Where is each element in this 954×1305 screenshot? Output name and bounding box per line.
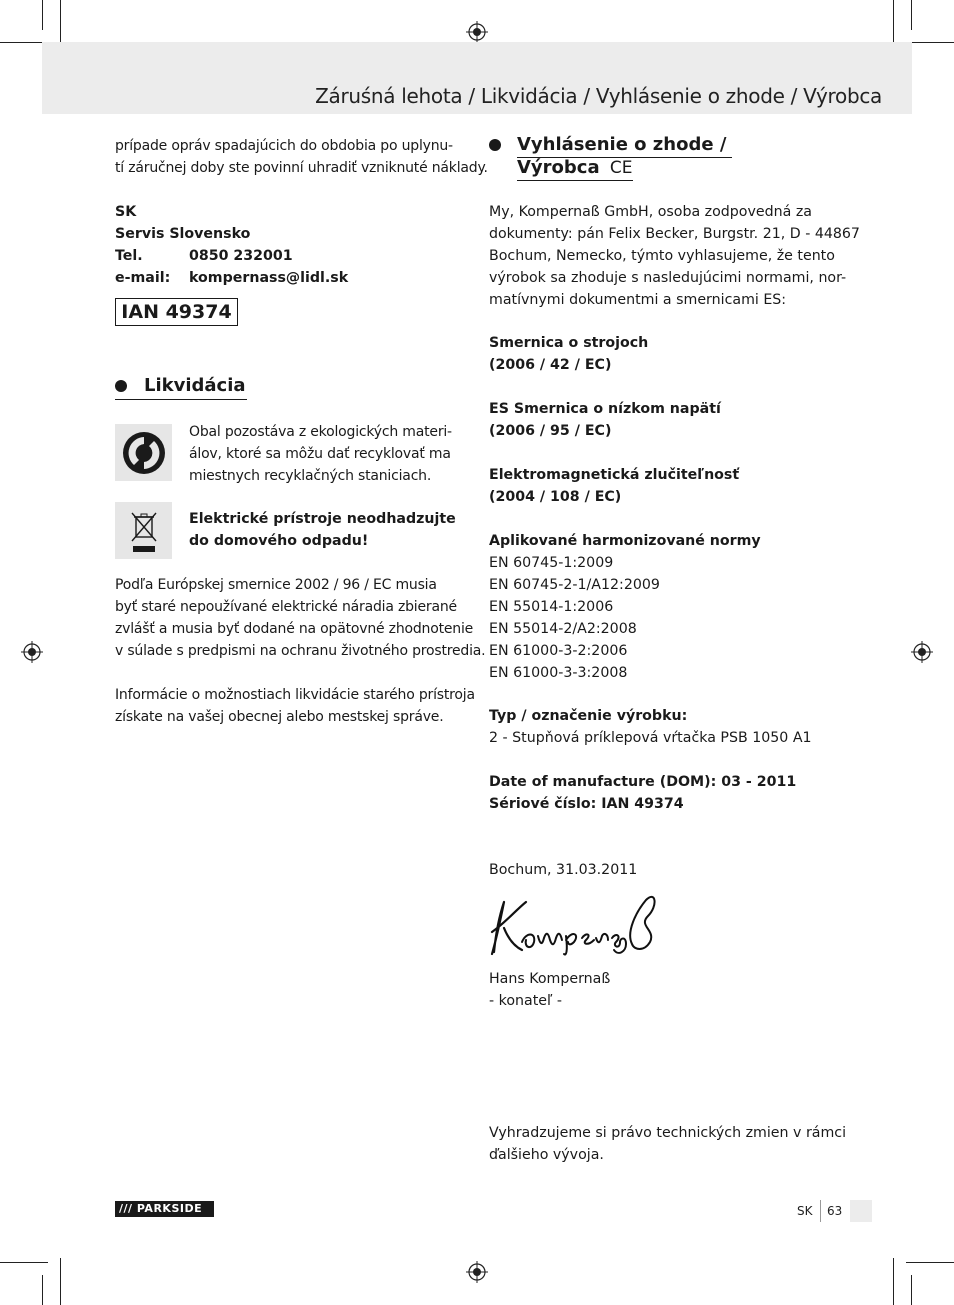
signature-image [486, 892, 662, 958]
registration-mark-icon [466, 1261, 488, 1283]
text-line: Vyhradzujeme si právo technických zmien v rámci [489, 1125, 847, 1141]
text-line: v súlade s predpismi na ochranu životného prostredia. [115, 643, 486, 659]
text-line: do domového odpadu! [189, 533, 369, 549]
date-of-manufacture: Date of manufacture (DOM): 03 - 2011 [489, 774, 797, 790]
signer-name: Hans Kompernaß [489, 971, 611, 987]
norm-item: EN 61000-3-3:2008 [489, 665, 628, 681]
registration-mark-icon [21, 641, 43, 663]
norms-block [489, 530, 761, 684]
recycle-text [189, 421, 452, 487]
place-date: Bochum, 31.03.2011 [489, 862, 638, 878]
text-line: Podľa Európskej smernice 2002 / 96 / EC musia [115, 577, 437, 593]
signer-block [489, 968, 610, 1012]
registration-mark-icon [466, 21, 488, 43]
crop-mark [911, 0, 912, 30]
text-line: (2006 / 95 / EC) [489, 423, 612, 439]
declaration-heading-line2 [517, 156, 633, 180]
page-number-tab [850, 1200, 872, 1222]
crop-mark [60, 0, 61, 46]
crop-mark [906, 1262, 954, 1263]
text-line: ES Smernica o nízkom napätí [489, 401, 721, 417]
bullet-icon [115, 380, 127, 392]
green-dot-recycle-icon [121, 430, 167, 476]
parkside-logo [115, 1201, 214, 1217]
norm-item: EN 55014-2/A2:2008 [489, 621, 637, 637]
brand-label: /// PARKSIDE [119, 1202, 203, 1215]
text-line: dokumenty: pán Felix Becker, Burgstr. 21, D - 44867 [489, 226, 860, 242]
crop-mark [911, 1275, 912, 1305]
service-country: SK [115, 204, 137, 220]
text-line: ďalšieho vývoja. [489, 1147, 604, 1163]
crop-mark [0, 1262, 48, 1263]
text-line: výrobok sa zhoduje s nasledujúcimi normami, nor- [489, 270, 847, 286]
dom-block [489, 771, 796, 815]
disposal-heading: Likvidácia [144, 375, 246, 396]
text-line: miestnych recyklačných staniciach. [189, 468, 432, 484]
heading-underline [517, 180, 633, 181]
text-line: My, Kompernaß GmbH, osoba zodpovedná za [489, 204, 812, 220]
directive-emc [489, 464, 739, 508]
tel-value: 0850 232001 [189, 248, 293, 264]
intro-text [115, 135, 488, 179]
declaration-heading-line1: Vyhlásenie o zhode / [517, 134, 727, 155]
page-number: 63 [827, 1204, 843, 1218]
service-name: Servis Slovensko [115, 226, 251, 242]
text-line: matívnymi dokumentmi a smernicami ES: [489, 292, 787, 308]
bullet-icon [489, 139, 501, 151]
text-line: Smernica o strojoch [489, 335, 649, 351]
text-line: získate na vašej obecnej alebo mestskej správe. [115, 709, 444, 725]
norm-item: EN 61000-3-2:2006 [489, 643, 628, 659]
text-line: Obal pozostáva z ekologických materi- [189, 424, 452, 440]
crop-mark [42, 1275, 43, 1305]
text-line: zvlášť a musia byť dodané na opätovné zhodnotenie [115, 621, 474, 637]
ce-mark-icon: CE [609, 158, 633, 178]
weee-icon-box [115, 502, 172, 559]
text-line: Informácie o možnostiach likvidácie starého prístroja [115, 687, 475, 703]
email-value: kompernass@lidl.sk [189, 270, 349, 286]
crop-mark [42, 0, 43, 30]
text-line: Elektrické prístroje neodhadzujte [189, 511, 456, 527]
service-block [115, 201, 349, 289]
norm-item: EN 55014-1:2006 [489, 599, 614, 615]
directive-text [115, 574, 485, 662]
language-code: SK [797, 1204, 813, 1218]
serial-number: Sériové číslo: IAN 49374 [489, 796, 684, 812]
crop-mark [60, 1258, 61, 1305]
directive-low-voltage [489, 398, 721, 442]
signer-role: - konateľ - [489, 993, 562, 1009]
weee-text [189, 508, 456, 552]
norms-heading: Aplikované harmonizované normy [489, 533, 761, 549]
crossed-bin-icon [124, 507, 164, 555]
type-value: 2 - Stupňová príklepová vŕtačka PSB 1050 A1 [489, 730, 812, 746]
text-line: Bochum, Nemecko, týmto vyhlasujeme, že tento [489, 248, 835, 264]
page-number-divider [820, 1200, 821, 1222]
page-title: Záruśná lehota / Likvidácia / Vyhlásenie o zhode / Výrobca [315, 84, 882, 108]
text-line: álov, ktoré sa môžu dať recyklovať ma [189, 446, 451, 462]
text-line: (2004 / 108 / EC) [489, 489, 622, 505]
manufacturer-label: Výrobca [517, 157, 600, 178]
heading-underline [115, 399, 247, 400]
directive-machinery [489, 332, 648, 376]
registration-mark-icon [911, 641, 933, 663]
norm-item: EN 60745-2-1/A12:2009 [489, 577, 660, 593]
info-text [115, 684, 475, 728]
crop-mark [893, 0, 894, 46]
crop-mark [906, 42, 954, 43]
text-line: prípade opráv spadajúcich do obdobia po uplynu- [115, 138, 453, 154]
text-line: (2006 / 42 / EC) [489, 357, 612, 373]
declaration-text [489, 201, 860, 311]
type-block [489, 705, 812, 749]
reservation-text [489, 1122, 846, 1166]
text-line: byť staré nepoužívané elektrické náradia zbierané [115, 599, 457, 615]
text-line: Elektromagnetická zlučiteľnosť [489, 467, 740, 483]
ian-box: IAN 49374 [115, 298, 238, 326]
email-label: e-mail: [115, 270, 171, 286]
norm-item: EN 60745-1:2009 [489, 555, 614, 571]
crop-mark [893, 1258, 894, 1305]
type-heading: Typ / označenie výrobku: [489, 708, 688, 724]
crop-mark [0, 42, 48, 43]
text-line: tí záručnej doby ste povinní uhradiť vzniknuté náklady. [115, 160, 488, 176]
tel-label: Tel. [115, 248, 143, 264]
recycle-icon-box [115, 424, 172, 481]
